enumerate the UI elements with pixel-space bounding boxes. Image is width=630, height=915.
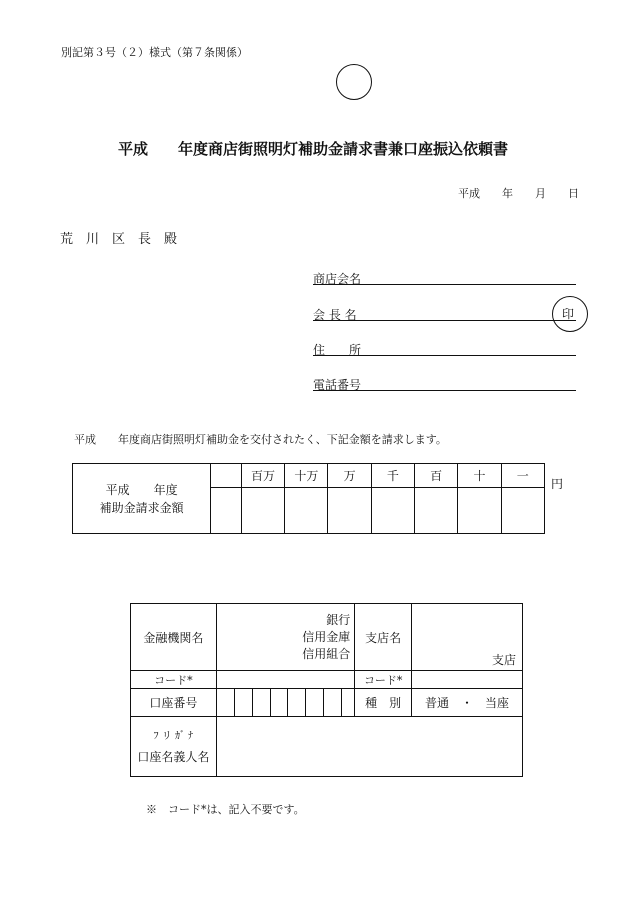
account-digit-cell[interactable]	[270, 689, 288, 717]
shop-assoc-field[interactable]	[313, 284, 576, 285]
amount-digit-cell[interactable]	[415, 488, 458, 534]
amount-digit-cell[interactable]	[211, 488, 242, 534]
amount-unit: 円	[551, 477, 564, 491]
holder-field[interactable]	[216, 717, 522, 777]
shop-assoc-label: 商店会名	[313, 272, 362, 286]
amount-digit-cell[interactable]	[285, 488, 328, 534]
bank-table	[130, 603, 523, 777]
digit-header: 百万	[241, 464, 284, 488]
account-type-options[interactable]: 普通 ・ 当座	[412, 689, 523, 717]
amount-digit-cell[interactable]	[458, 488, 501, 534]
digit-header: 千	[371, 464, 414, 488]
seal-label: 印	[562, 307, 575, 321]
institution-label: 金融機関名	[131, 604, 217, 671]
digit-header: 百	[415, 464, 458, 488]
address-label: 住 所	[313, 343, 362, 357]
date-line: 平成 年 月 日	[458, 187, 579, 200]
chairman-field[interactable]	[313, 320, 576, 321]
account-type-label: 種 別	[355, 689, 412, 717]
amount-label-text: 補助金請求金額	[99, 500, 184, 515]
digit-header: 十	[458, 464, 501, 488]
account-digit-cell[interactable]	[234, 689, 252, 717]
amount-digit-cell[interactable]	[241, 488, 284, 534]
note: ※ コード*は、記入不要です。	[146, 803, 305, 816]
account-digit-cell[interactable]	[252, 689, 270, 717]
digit-header: 万	[328, 464, 371, 488]
branch-code-field	[412, 671, 523, 689]
addressee: 荒 川 区 長 殿	[60, 232, 178, 247]
account-spacer-cell	[342, 689, 355, 717]
amount-table	[72, 463, 545, 534]
request-sentence: 平成 年度商店街照明灯補助金を交付されたく、下記金額を請求します。	[74, 433, 447, 446]
phone-field[interactable]	[313, 390, 576, 391]
amount-digit-cell[interactable]	[371, 488, 414, 534]
account-digit-cell[interactable]	[324, 689, 342, 717]
branch-field[interactable]	[412, 604, 523, 671]
bank-type-shinkin: 信用金庫	[302, 629, 351, 644]
bank-type-kumiai: 信用組合	[302, 646, 351, 661]
branch-code-label: コード*	[355, 671, 412, 689]
branch-suffix: 支店	[491, 653, 516, 667]
bank-type-bank: 銀行	[326, 612, 351, 627]
amount-digit-cell[interactable]	[501, 488, 544, 534]
furigana-label: ﾌ リ ｶﾞ ﾅ	[153, 730, 194, 742]
holder-label: 口座名義人名	[137, 749, 210, 764]
form-id: 別記第３号（２）様式（第７条関係）	[61, 46, 248, 59]
address-field[interactable]	[313, 355, 576, 356]
digit-header: 一	[501, 464, 544, 488]
bank-code-field	[216, 671, 355, 689]
holder-label-cell	[131, 717, 217, 777]
amount-digit-cell[interactable]	[328, 488, 371, 534]
institution-field[interactable]	[216, 604, 355, 671]
digit-header: 十万	[285, 464, 328, 488]
chairman-label: 会 長 名	[313, 308, 357, 322]
receipt-circle	[336, 64, 372, 100]
account-digit-cell[interactable]	[288, 689, 306, 717]
amount-blank-head	[211, 464, 242, 488]
amount-label-cell	[73, 464, 211, 534]
account-digit-cell[interactable]	[306, 689, 324, 717]
amount-label-year: 平成 年度	[105, 482, 178, 497]
page-title: 平成 年度商店街照明灯補助金請求書兼口座振込依頼書	[118, 140, 509, 158]
account-digit-cell[interactable]	[216, 689, 234, 717]
account-number-label: 口座番号	[131, 689, 217, 717]
branch-label: 支店名	[355, 604, 412, 671]
phone-label: 電話番号	[313, 378, 362, 392]
bank-code-label: コード*	[131, 671, 217, 689]
